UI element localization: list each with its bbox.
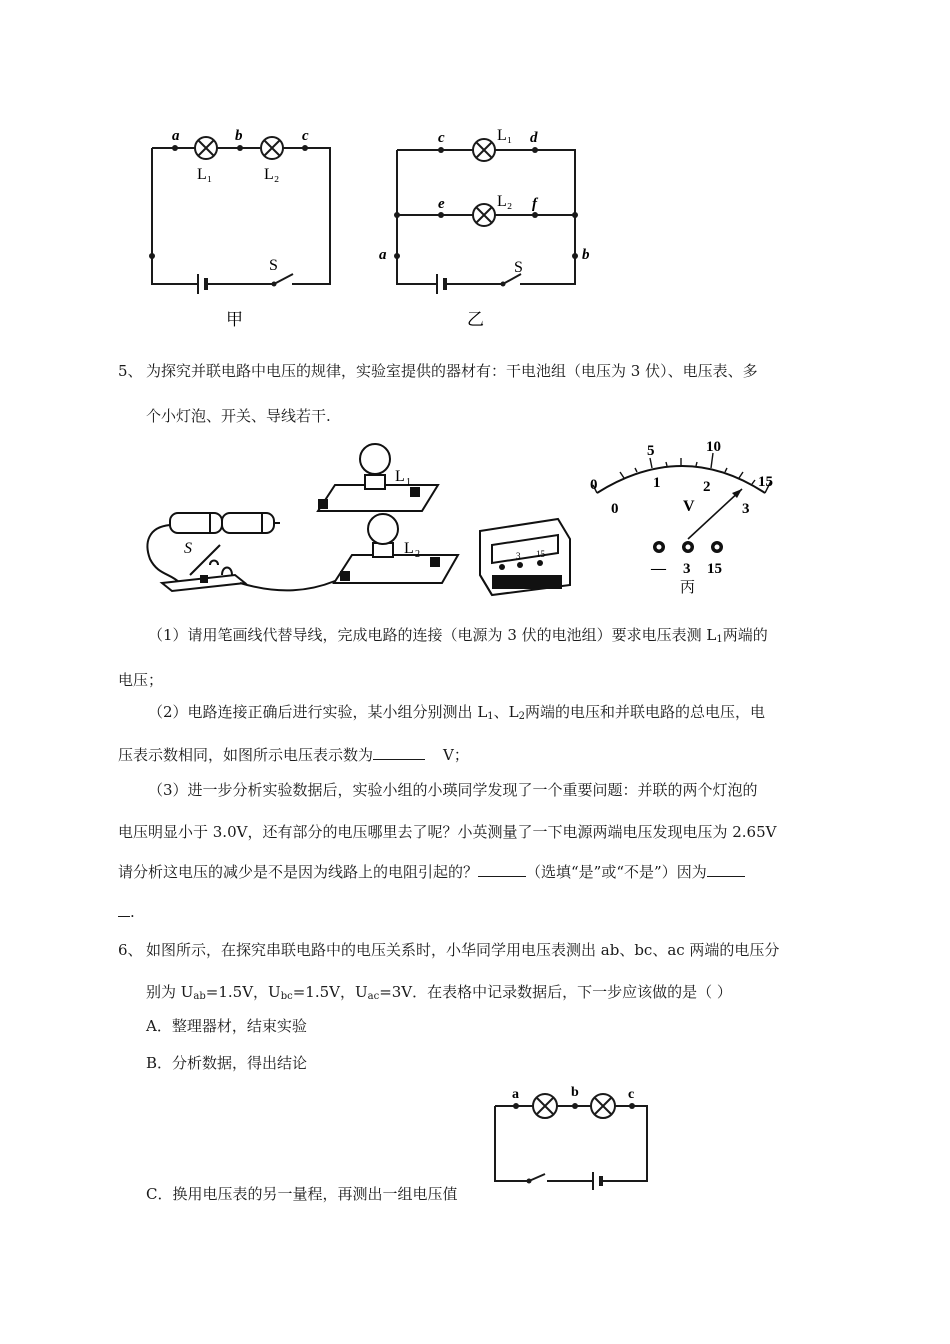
outer-scale-0: 0: [590, 477, 598, 493]
label-f: f: [532, 196, 537, 212]
unit-label: V；: [443, 746, 469, 764]
label-c: c: [438, 130, 445, 146]
q5-part2-text: （2）电路连接正确后进行实验，某小组分别测出 L: [148, 703, 488, 721]
label-a: a: [379, 247, 387, 263]
q5-part3-line2: 电压明显小于 3.0V，还有部分的电压哪里去了呢？小英测量了一下电源两端电压发现电压为 2.65V: [118, 823, 777, 841]
answer-blank-voltage[interactable]: [373, 745, 425, 760]
label-b: b: [235, 128, 243, 144]
meter-unit: V: [683, 498, 695, 515]
equipment-illustration: [140, 435, 585, 605]
q5-part3-hint: （选填“是”或“不是”）因为: [526, 863, 707, 881]
q5-part1-text-end: 两端的: [722, 626, 768, 644]
q6-text: =3V．在表格中记录数据后，下一步应该做的是（ ）: [379, 983, 732, 1001]
lamp2-label: L: [404, 540, 414, 557]
question-6-number: 6、: [118, 941, 143, 959]
inner-scale-2: 2: [703, 479, 711, 495]
q6-option-c[interactable]: C．换用电压表的另一量程，再测出一组电压值: [146, 1185, 458, 1203]
circuit-diagram-yi: [375, 118, 600, 333]
outer-scale-5: 5: [647, 443, 655, 459]
circuit-diagram-q6: [485, 1078, 655, 1198]
terminal-negative: —: [651, 561, 666, 577]
q5-part2-mid: 、L: [493, 703, 519, 721]
answer-blank-reason[interactable]: [707, 862, 745, 877]
q5-part1-text: （1）请用笔画线代替导线，完成电路的连接（电源为 3 伏的电池组）要求电压表测 L: [148, 626, 717, 644]
q6-line2: [146, 982, 732, 1007]
outer-scale-10: 10: [706, 439, 721, 455]
inner-scale-1: 1: [653, 475, 661, 491]
figure-caption: 甲: [226, 310, 243, 329]
label-c: c: [628, 1087, 635, 1102]
subscript: ac: [367, 991, 380, 1002]
q5-part3-line4: [118, 902, 135, 922]
subscript: 2: [518, 711, 525, 722]
subscript: 1: [716, 634, 723, 645]
lamp1-subscript: 1: [406, 477, 411, 488]
inner-scale-0: 0: [611, 501, 619, 517]
q5-part2-question: 压表示数相同，如图所示电压表示数为: [118, 746, 374, 764]
q5-part3-line3: [118, 862, 745, 882]
label-e: e: [438, 196, 445, 212]
q6-text: =1.5V，U: [205, 983, 281, 1001]
q5-part2-text-end: 两端的电压和并联电路的总电压，电: [525, 703, 766, 721]
q5-line2: 个小灯泡、开关、导线若干.: [146, 407, 331, 425]
inner-scale-3: 3: [742, 501, 750, 517]
label-l1: L₁: [497, 127, 513, 144]
meter-terminal-3: 3: [516, 551, 521, 561]
label-a: a: [172, 128, 180, 144]
label-switch: S: [514, 259, 523, 276]
label-c: c: [302, 128, 309, 144]
q6-option-b[interactable]: B．分析数据，得出结论: [146, 1054, 308, 1072]
q6-text: 别为 U: [146, 983, 194, 1001]
voltmeter-dial: [585, 435, 785, 600]
figure-caption: 乙: [467, 310, 484, 329]
q5-part2-line1: [148, 702, 765, 727]
terminal-3: 3: [683, 561, 691, 577]
figure-caption: 丙: [680, 580, 696, 596]
label-d: d: [530, 130, 538, 146]
outer-scale-15: 15: [758, 474, 773, 490]
switch-label: S: [184, 540, 192, 557]
label-b: b: [571, 1085, 579, 1100]
terminal-15: 15: [707, 561, 722, 577]
label-b: b: [582, 247, 590, 263]
label-l2: L₂: [497, 193, 513, 210]
question-5-number: 5、: [118, 362, 143, 380]
q5-part3-line1: （3）进一步分析实验数据后，实验小组的小瑛同学发现了一个重要问题：并联的两个灯泡的: [148, 781, 758, 799]
subscript: ab: [193, 991, 206, 1002]
circuit-diagram-jia: [140, 120, 350, 335]
q5-part1-line1: [148, 625, 768, 650]
lamp2-subscript: 2: [415, 549, 420, 560]
subscript: 1: [487, 711, 494, 722]
answer-blank-yes-no[interactable]: [478, 862, 526, 877]
q6-text: =1.5V，U: [292, 983, 368, 1001]
q5-part1-line2: 电压；: [118, 671, 164, 689]
label-a: a: [512, 1087, 519, 1102]
q6-option-a[interactable]: A．整理器材，结束实验: [146, 1017, 307, 1035]
subscript: bc: [280, 991, 293, 1002]
q6-line1: 如图所示，在探究串联电路中的电压关系时，小华同学用电压表测出 ab、bc、ac 两端的电压分: [146, 941, 780, 959]
q5-part2-line2: [118, 745, 469, 765]
label-l1: L₁: [197, 166, 213, 183]
label-l2: L₂: [264, 166, 280, 183]
lamp1-label: L: [395, 468, 405, 485]
answer-blank-reason-cont[interactable]: [118, 902, 130, 917]
period: .: [130, 903, 135, 921]
label-switch: S: [269, 257, 278, 274]
q5-line1: 为探究并联电路中电压的规律，实验室提供的器材有：干电池组（电压为 3 伏）、电压表、多: [146, 362, 758, 380]
meter-terminal-15: 15: [536, 549, 545, 559]
q5-part3-question: 请分析这电压的减少是不是因为线路上的电阻引起的？: [118, 863, 479, 881]
